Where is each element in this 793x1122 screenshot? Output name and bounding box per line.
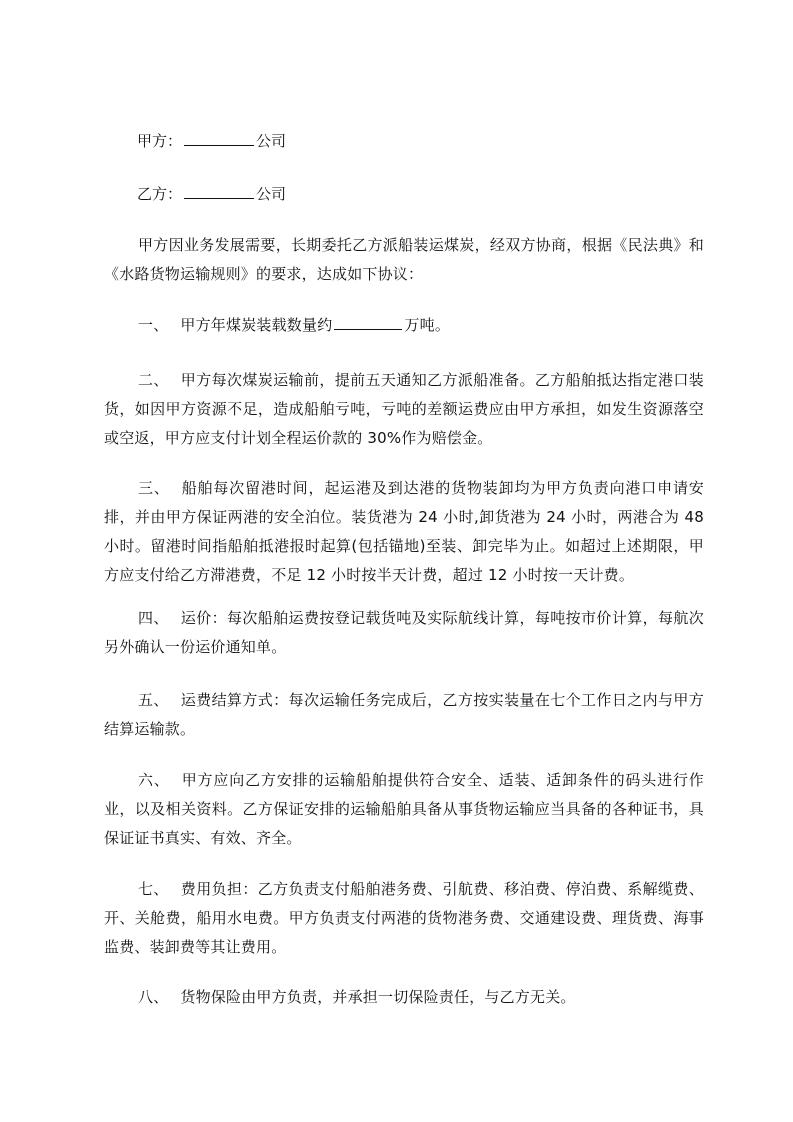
clause-6-number: 六、 [138,771,170,789]
clause-8 [104,983,704,1012]
clause-2 [104,366,704,453]
clause-4-number: 四、 [138,609,169,627]
clause-2-text: 甲方每次煤炭运输前，提前五天通知乙方派船准备。乙方船舶抵达指定港口装货，如因甲方资源不足，造成船舶亏吨，亏吨的差额运费应由甲方承担，如发生资源落空或空返，甲方应支付计划全程运价款的 30%作为赔偿金。 [104,371,704,447]
party-a-label: 甲方： [137,132,183,150]
clause-7-number: 七、 [138,880,169,898]
party-b-label: 乙方： [137,185,183,203]
clause-1-text-after: 万吨。 [404,316,451,334]
clause-3-text: 船舶每次留港时间，起运港及到达港的货物装卸均为甲方负责向港口申请安排，并由甲方保证两港的安全泊位。装货港为 24 小时,卸货港为 24 小时，两港合为 48 小时。留港时间指船舶抵港报时起算(包括锚地)至装、卸完毕为止。如超过上述期限，甲方应支付给乙方滞港费，不足 12 小时按半天计费，超过 12 小时按一天计费。 [104,479,704,584]
clause-6-text: 甲方应向乙方安排的运输船舶提供符合安全、适装、适卸条件的码头进行作业，以及相关资料。乙方保证安排的运输船舶具备从事货物运输应当具备的各种证书，具保证证书真实、有效、齐全。 [104,771,704,847]
party-a-line [137,131,286,151]
clause-8-text: 货物保险由甲方负责，并承担一切保险责任，与乙方无关。 [180,988,576,1006]
party-b-suffix: 公司 [256,185,287,203]
party-a-suffix: 公司 [256,132,287,150]
clause-3 [104,474,704,590]
clause-1-number: 一、 [138,316,169,334]
clause-2-number: 二、 [138,371,169,389]
clause-6 [104,766,704,853]
clause-5-text: 运费结算方式：每次运输任务完成后，乙方按实装量在七个工作日之内与甲方结算运输款。 [104,691,704,738]
clause-3-number: 三、 [138,479,170,497]
clause-7 [104,875,704,962]
clause-4-text: 运价：每次船舶运费按登记载货吨及实际航线计算，每吨按市价计算，每航次另外确认一份运价通知单。 [104,609,704,656]
clause-5-number: 五、 [138,691,169,709]
party-b-blank [184,184,254,199]
clause-1-text-before: 甲方年煤炭装载数量约 [180,316,333,334]
clause-8-number: 八、 [138,988,169,1006]
clause-4 [104,604,704,662]
clause-7-text: 费用负担：乙方负责支付船舶港务费、引航费、移泊费、停泊费、系解缆费、开、关舱费，船用水电费。甲方负责支付两港的货物港务费、交通建设费、理货费、海事监费、装卸费等其让费用。 [104,880,704,956]
clause-1-blank [334,315,402,330]
clause-1 [104,311,704,340]
clause-5 [104,686,704,744]
party-b-line [137,184,286,204]
intro-paragraph: 甲方因业务发展需要，长期委托乙方派船装运煤炭，经双方协商，根据《民法典》和《水路货物运输规则》的要求，达成如下协议： [104,236,704,283]
party-a-blank [184,131,254,146]
